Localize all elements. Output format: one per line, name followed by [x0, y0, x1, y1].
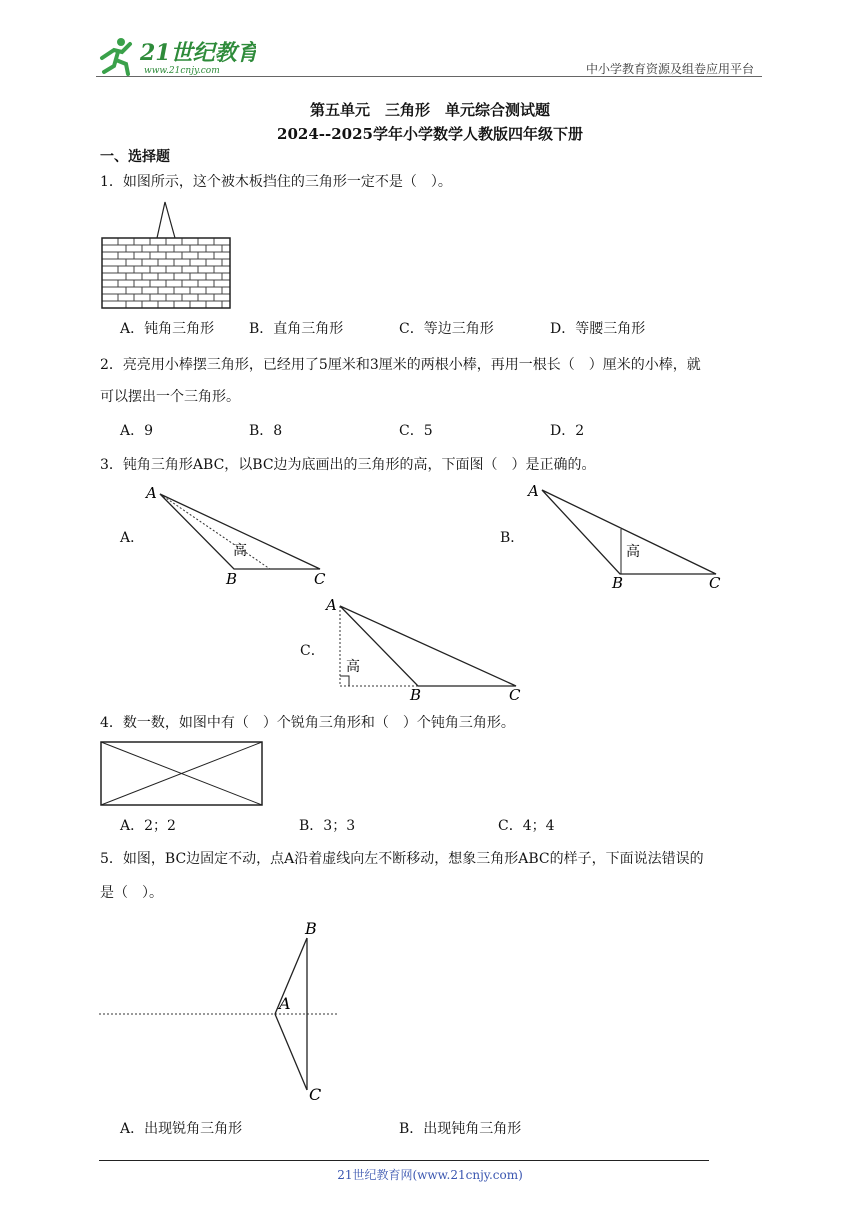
- header-platform-text: 中小学教育资源及组卷应用平台: [585, 62, 754, 76]
- vertex-c-label: C: [709, 574, 721, 592]
- q4-option-a[interactable]: A．2；2: [120, 818, 176, 834]
- triangle-tip: [157, 202, 175, 238]
- q2-option-a[interactable]: A．9: [120, 423, 154, 439]
- vertex-b-label: B: [410, 686, 422, 704]
- q2-stem-line2: 可以摆出一个三角形。: [100, 389, 240, 405]
- q5-option-a[interactable]: A．出现锐角三角形: [120, 1121, 243, 1137]
- header-divider: [96, 76, 762, 77]
- q5-stem-line2: 是（ ）。: [100, 885, 163, 901]
- runner-logo-icon: [96, 34, 256, 76]
- q2-stem-line1: 2．亮亮用小棒摆三角形，已经用了5厘米和3厘米的两根小棒，再用一根长（ ）厘米的小棒，就: [100, 357, 701, 373]
- q3-figure-b: [520, 478, 730, 593]
- logo-text: 21世纪教育: [140, 40, 256, 66]
- vertex-b-label: B: [226, 570, 238, 588]
- height-label: 高: [626, 544, 640, 560]
- q3-option-a[interactable]: A．: [120, 530, 145, 546]
- q3-option-c[interactable]: C．: [300, 643, 325, 659]
- site-logo: [96, 34, 256, 76]
- q3-figure-a: [140, 482, 340, 592]
- vertex-c-label: C: [509, 686, 521, 704]
- q1-brick-wall-figure: [99, 200, 233, 310]
- q1-option-a[interactable]: A．钝角三角形: [120, 321, 215, 337]
- q2-option-c[interactable]: C．5: [399, 423, 433, 439]
- height-label: 高: [346, 659, 360, 675]
- footer-text[interactable]: 21世纪教育网(www.21cnjy.com): [337, 1168, 523, 1182]
- page-subtitle: 2024--2025学年小学数学人教版四年级下册: [277, 125, 583, 143]
- q2-option-d[interactable]: D．2: [550, 423, 585, 439]
- vertex-a-label: A: [146, 484, 157, 502]
- q3-figure-c: [320, 594, 530, 706]
- section-heading: 一、选择题: [100, 149, 170, 165]
- q4-option-b[interactable]: B．3；3: [299, 818, 356, 834]
- vertex-c-label: C: [314, 570, 326, 588]
- footer-divider: [99, 1160, 709, 1161]
- brick-pattern: [102, 238, 230, 308]
- page-title: 第五单元 三角形 单元综合测试题: [309, 101, 550, 119]
- q4-stem: 4．数一数，如图中有（ ）个锐角三角形和（ ）个钝角三角形。: [100, 715, 515, 731]
- q1-option-b[interactable]: B．直角三角形: [249, 321, 344, 337]
- q1-option-d[interactable]: D．等腰三角形: [550, 321, 646, 337]
- q4-option-c[interactable]: C．4；4: [498, 818, 555, 834]
- q4-rectangle-figure: [99, 740, 265, 808]
- vertex-c-label: C: [309, 1085, 322, 1104]
- q3-stem: 3．钝角三角形ABC，以BC边为底画出的三角形的高，下面图（ ）是正确的。: [100, 457, 596, 473]
- vertex-a-label: A: [279, 994, 291, 1013]
- q3-option-b[interactable]: B．: [500, 530, 525, 546]
- vertex-b-label: B: [612, 574, 624, 592]
- logo-url: www.21cnjy.com: [144, 66, 220, 76]
- right-angle-marker: [340, 676, 349, 686]
- height-dashed-line: [160, 494, 270, 569]
- q5-stem-line1: 5．如图，BC边固定不动，点A沿着虚线向左不断移动，想象三角形ABC的样子，下面说法错误的: [100, 851, 704, 867]
- height-label: 高: [233, 543, 247, 559]
- vertex-a-label: A: [528, 482, 539, 500]
- vertex-b-label: B: [305, 919, 317, 938]
- q1-stem: 1．如图所示，这个被木板挡住的三角形一定不是（ ）。: [100, 174, 452, 190]
- q1-option-c[interactable]: C．等边三角形: [399, 321, 494, 337]
- q5-triangle-figure: [99, 916, 344, 1106]
- q5-option-b[interactable]: B．出现钝角三角形: [399, 1121, 522, 1137]
- vertex-a-label: A: [326, 596, 337, 614]
- q2-option-b[interactable]: B．8: [249, 423, 283, 439]
